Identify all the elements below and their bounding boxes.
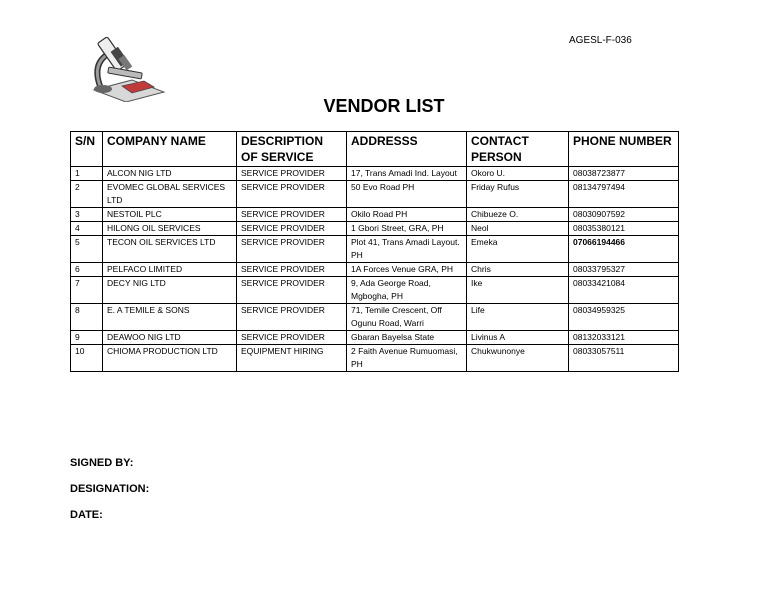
- cell-description: SERVICE PROVIDER: [237, 236, 347, 263]
- table-row: [71, 208, 679, 222]
- table-row: [71, 345, 679, 372]
- table-row: [71, 263, 679, 277]
- cell-address: 9, Ada George Road, Mgbogha, PH: [347, 277, 467, 304]
- microscope-icon: [86, 34, 168, 102]
- cell-sn: 4: [71, 222, 103, 236]
- header-company-name: COMPANY NAME: [103, 132, 237, 167]
- cell-company: PELFACO LIMITED: [103, 263, 237, 277]
- cell-phone: 08033057511: [569, 345, 679, 372]
- cell-company: CHIOMA PRODUCTION LTD: [103, 345, 237, 372]
- cell-contact: Life: [467, 304, 569, 331]
- cell-contact: Chukwunonye: [467, 345, 569, 372]
- cell-company: DECY NIG LTD: [103, 277, 237, 304]
- table-row: [71, 277, 679, 304]
- cell-address: 17, Trans Amadi Ind. Layout: [347, 167, 467, 181]
- cell-description: SERVICE PROVIDER: [237, 263, 347, 277]
- cell-sn: 3: [71, 208, 103, 222]
- cell-contact: Livinus A: [467, 331, 569, 345]
- vendor-table: [70, 131, 679, 372]
- cell-company: EVOMEC GLOBAL SERVICES LTD: [103, 181, 237, 208]
- cell-company: NESTOIL PLC: [103, 208, 237, 222]
- header-description: DESCRIPTION OF SERVICE: [237, 132, 347, 167]
- cell-description: EQUIPMENT HIRING: [237, 345, 347, 372]
- cell-contact: Okoro U.: [467, 167, 569, 181]
- table-row: [71, 331, 679, 345]
- cell-description: SERVICE PROVIDER: [237, 167, 347, 181]
- table-row: [71, 304, 679, 331]
- cell-address: Gbaran Bayelsa State: [347, 331, 467, 345]
- cell-description: SERVICE PROVIDER: [237, 222, 347, 236]
- cell-address: Okilo Road PH: [347, 208, 467, 222]
- cell-address: 71, Temile Crescent, Off Ogunu Road, Warri: [347, 304, 467, 331]
- cell-company: TECON OIL SERVICES LTD: [103, 236, 237, 263]
- header-sn: S/N: [71, 132, 103, 167]
- cell-sn: 5: [71, 236, 103, 263]
- table-header-row: [71, 132, 679, 167]
- cell-address: Plot 41, Trans Amadi Layout. PH: [347, 236, 467, 263]
- cell-phone: 08038723877: [569, 167, 679, 181]
- cell-phone: 08132033121: [569, 331, 679, 345]
- header-phone-number: PHONE NUMBER: [569, 132, 679, 167]
- cell-contact: Chibueze O.: [467, 208, 569, 222]
- cell-company: ALCON NIG LTD: [103, 167, 237, 181]
- cell-sn: 8: [71, 304, 103, 331]
- table-row: [71, 222, 679, 236]
- page-title: VENDOR LIST: [323, 96, 445, 116]
- cell-company: E. A TEMILE & SONS: [103, 304, 237, 331]
- cell-company: DEAWOO NIG LTD: [103, 331, 237, 345]
- cell-description: SERVICE PROVIDER: [237, 208, 347, 222]
- cell-sn: 6: [71, 263, 103, 277]
- cell-phone: 08033421084: [569, 277, 679, 304]
- header-contact-person: CONTACT PERSON: [467, 132, 569, 167]
- date-label: DATE:: [70, 509, 103, 521]
- cell-phone: 08033795327: [569, 263, 679, 277]
- cell-phone: 08030907592: [569, 208, 679, 222]
- cell-address: 2 Faith Avenue Rumuomasi, PH: [347, 345, 467, 372]
- cell-description: SERVICE PROVIDER: [237, 331, 347, 345]
- designation-label: DESIGNATION:: [70, 483, 150, 495]
- cell-description: SERVICE PROVIDER: [237, 181, 347, 208]
- cell-address: 1 Gbori Street, GRA, PH: [347, 222, 467, 236]
- cell-contact: Chris: [467, 263, 569, 277]
- cell-description: SERVICE PROVIDER: [237, 277, 347, 304]
- cell-sn: 1: [71, 167, 103, 181]
- cell-contact: Friday Rufus: [467, 181, 569, 208]
- cell-phone: 08034959325: [569, 304, 679, 331]
- cell-sn: 7: [71, 277, 103, 304]
- cell-phone: 08035380121: [569, 222, 679, 236]
- cell-contact: Ike: [467, 277, 569, 304]
- cell-address: 50 Evo Road PH: [347, 181, 467, 208]
- cell-contact: Emeka: [467, 236, 569, 263]
- signed-by-label: SIGNED BY:: [70, 457, 134, 469]
- table-row: [71, 181, 679, 208]
- cell-sn: 9: [71, 331, 103, 345]
- cell-contact: Neol: [467, 222, 569, 236]
- header-address: ADDRESSS: [347, 132, 467, 167]
- cell-phone: 07066194466: [569, 236, 679, 263]
- cell-phone: 08134797494: [569, 181, 679, 208]
- cell-address: 1A Forces Venue GRA, PH: [347, 263, 467, 277]
- cell-company: HILONG OIL SERVICES: [103, 222, 237, 236]
- cell-sn: 10: [71, 345, 103, 372]
- table-row: [71, 167, 679, 181]
- cell-sn: 2: [71, 181, 103, 208]
- table-row: [71, 236, 679, 263]
- document-code: AGESL-F-036: [569, 35, 632, 46]
- cell-description: SERVICE PROVIDER: [237, 304, 347, 331]
